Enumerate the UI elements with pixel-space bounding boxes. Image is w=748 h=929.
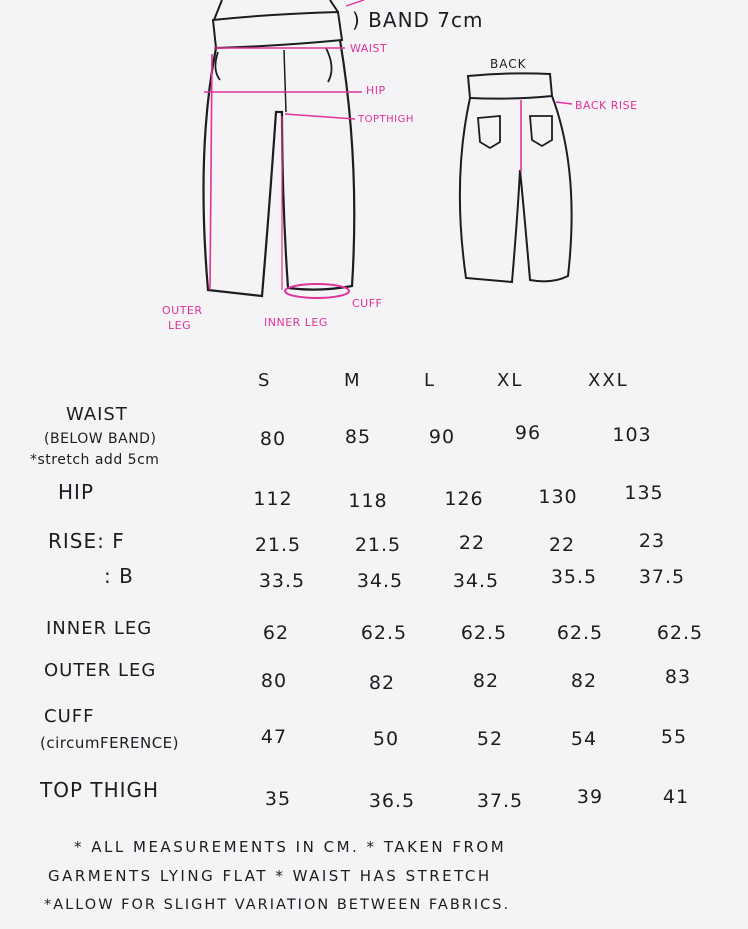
cell-inner-leg-xxl: 62.5 <box>656 622 704 644</box>
top-thigh-label: TOPTHIGH <box>358 114 414 125</box>
note-line-1: * ALL MEASUREMENTS IN CM. * TAKEN FROM <box>74 838 507 856</box>
cell-top-thigh-l: 37.5 <box>476 790 524 812</box>
cell-outer-leg-xl: 82 <box>570 670 598 692</box>
cell-cuff-s: 47 <box>260 726 288 748</box>
cell-rise-b-s: 33.5 <box>258 570 306 592</box>
cell-rise-f-m: 21.5 <box>354 534 402 556</box>
row-label-waist: WAIST <box>66 404 128 425</box>
cell-hip-m: 118 <box>348 490 388 512</box>
row-label-top-thigh: TOP THIGH <box>40 778 160 802</box>
cell-waist-xxl: 103 <box>612 424 652 446</box>
cell-hip-s: 112 <box>253 488 293 510</box>
size-header-l: L <box>424 370 437 391</box>
outer-leg-label-2: LEG <box>168 319 192 332</box>
cell-rise-b-m: 34.5 <box>356 570 404 592</box>
cell-inner-leg-xl: 62.5 <box>556 622 604 644</box>
cell-outer-leg-xxl: 83 <box>664 666 692 688</box>
cell-hip-l: 126 <box>444 488 484 510</box>
size-header-s: S <box>258 370 272 391</box>
outer-leg-label-1: OUTER <box>162 304 203 317</box>
cell-top-thigh-m: 36.5 <box>368 790 416 812</box>
cell-waist-s: 80 <box>259 428 287 450</box>
cell-outer-leg-m: 82 <box>368 672 396 694</box>
cell-rise-f-xl: 22 <box>548 534 576 556</box>
cell-rise-f-l: 22 <box>458 532 486 554</box>
row-sub-waist-1: (BELOW BAND) <box>44 431 157 447</box>
cell-waist-m: 85 <box>344 426 372 448</box>
note-line-2: GARMENTS LYING FLAT * WAIST HAS STRETCH <box>48 867 492 885</box>
cell-top-thigh-xl: 39 <box>576 786 604 808</box>
row-label-hip: HIP <box>58 480 94 504</box>
size-header-xxl: XXL <box>588 370 629 391</box>
cuff-label: CUFF <box>352 297 383 310</box>
cell-top-thigh-xxl: 41 <box>662 786 690 808</box>
row-label-rise-back: : B <box>104 564 134 588</box>
row-label-cuff: CUFF <box>44 706 95 727</box>
cell-rise-b-xl: 35.5 <box>550 566 598 588</box>
cell-inner-leg-l: 62.5 <box>460 622 508 644</box>
row-label-outer-leg: OUTER LEG <box>44 660 157 681</box>
size-header-m: M <box>344 370 362 391</box>
row-label-inner-leg: INNER LEG <box>46 618 153 639</box>
row-sub-cuff: (circumFERENCE) <box>40 734 179 752</box>
cell-top-thigh-s: 35 <box>264 788 292 810</box>
cell-inner-leg-m: 62.5 <box>360 622 408 644</box>
cell-hip-xxl: 135 <box>624 482 664 504</box>
inner-leg-label: INNER LEG <box>264 316 328 329</box>
cell-rise-f-xxl: 23 <box>638 530 666 552</box>
cell-cuff-l: 52 <box>476 728 504 750</box>
back-rise-label: BACK RISE <box>575 99 638 112</box>
cell-hip-xl: 130 <box>538 486 578 508</box>
size-header-xl: XL <box>497 370 524 391</box>
cell-rise-b-xxl: 37.5 <box>638 566 686 588</box>
band-note: ) BAND 7cm <box>352 8 484 32</box>
row-sub-waist-2: *stretch add 5cm <box>30 452 160 468</box>
cell-cuff-m: 50 <box>372 728 400 750</box>
cell-waist-xl: 96 <box>514 422 542 444</box>
cell-cuff-xxl: 55 <box>660 726 688 748</box>
cell-outer-leg-l: 82 <box>472 670 500 692</box>
cell-rise-b-l: 34.5 <box>452 570 500 592</box>
cell-cuff-xl: 54 <box>570 728 598 750</box>
cell-waist-l: 90 <box>428 426 456 448</box>
cell-outer-leg-s: 80 <box>260 670 288 692</box>
row-label-rise-front: RISE: F <box>48 529 125 553</box>
hip-label: HIP <box>366 84 386 97</box>
back-title: BACK <box>490 57 527 71</box>
cell-inner-leg-s: 62 <box>262 622 290 644</box>
waist-label: WAIST <box>350 42 388 55</box>
note-line-3: *ALLOW FOR SLIGHT VARIATION BETWEEN FABRICS. <box>44 897 511 913</box>
cell-rise-f-s: 21.5 <box>254 534 302 556</box>
